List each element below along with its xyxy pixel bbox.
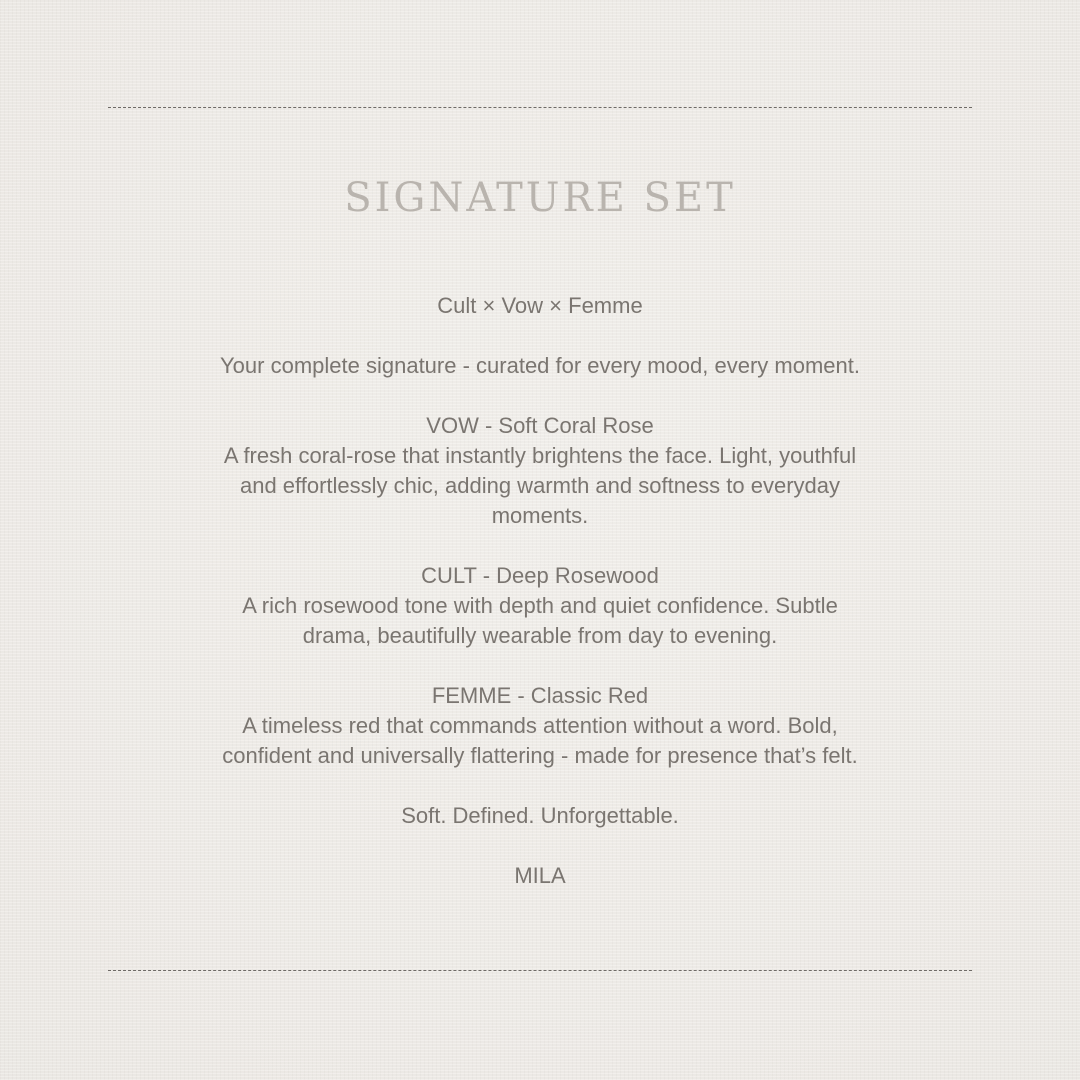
shade-description-line: A timeless red that commands attention without a word. Bold, [242, 713, 838, 738]
shade-name-cult: CULT - Deep Rosewood [421, 563, 659, 588]
tagline: Your complete signature - curated for every mood, every moment. [220, 353, 860, 378]
top-divider [108, 107, 972, 108]
spacer [180, 381, 900, 411]
spacer [180, 321, 900, 351]
shade-name-femme: FEMME - Classic Red [431, 683, 649, 708]
brand-signoff: MILA [514, 863, 566, 888]
spacer [180, 831, 900, 861]
spacer [180, 531, 900, 561]
content-block [180, 291, 900, 891]
shade-description-line: A fresh coral-rose that instantly brightens the face. Light, youthful [223, 443, 857, 468]
shade-description-line: A rich rosewood tone with depth and quiet confidence. Subtle [242, 593, 838, 618]
page-title: SIGNATURE SET [344, 175, 736, 221]
shade-description-line: moments. [491, 503, 589, 528]
shade-description-line: drama, beautifully wearable from day to evening. [302, 623, 778, 648]
shade-description-line: and effortlessly chic, adding warmth and softness to everyday [239, 473, 841, 498]
spacer [180, 651, 900, 681]
shade-name-vow: VOW - Soft Coral Rose [426, 413, 654, 438]
spacer [180, 771, 900, 801]
trio-line: Cult × Vow × Femme [437, 293, 643, 318]
bottom-divider [108, 970, 972, 971]
closing-line: Soft. Defined. Unforgettable. [401, 803, 679, 828]
shade-description-line: confident and universally flattering - made for presence that’s felt. [222, 743, 858, 768]
